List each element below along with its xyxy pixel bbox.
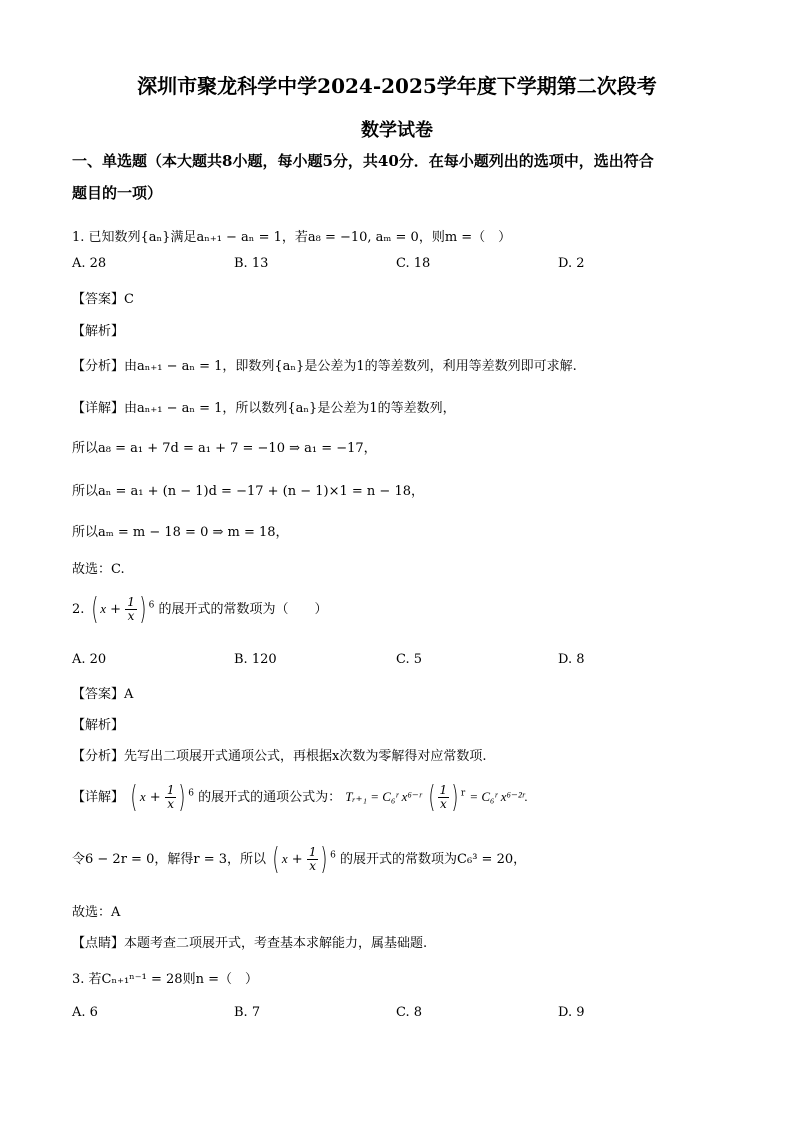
section-heading: 一、单选题（本大题共8小题，每小题5分，共40分．在每小题列出的选项中，选出符合	[72, 152, 654, 170]
question-1-options	[72, 256, 722, 271]
option-d: D. 2	[558, 256, 585, 271]
question-2-choice: 故选：A	[72, 905, 121, 920]
question-2-dianjing: 【点睛】本题考查二项展开式，考查基本求解能力，属基础题.	[72, 936, 428, 951]
question-2-options	[72, 652, 722, 667]
option-a: A. 6	[72, 1005, 98, 1020]
option-a: A. 28	[72, 256, 107, 271]
question-1-step3: 所以aₘ = m − 18 = 0 ⇒ m = 18，	[72, 525, 289, 540]
question-2-stem: 2. ( x + $\frac{1}{x}$ ) $^6$ 的展开式的常数项为（ ）	[72, 592, 328, 627]
question-1-answer: 【答案】C	[72, 292, 134, 307]
page-title: 深圳市聚龙科学中学2024-2025学年度下学期第二次段考	[137, 74, 657, 98]
question-1-step1: 所以a₈ = a₁ + 7d = a₁ + 7 = −10 ⇒ a₁ = −17，	[72, 441, 377, 456]
question-1-fenxi: 【分析】由aₙ₊₁ − aₙ = 1，即数列{aₙ}是公差为1的等差数列，利用等差数列即可求解.	[72, 359, 577, 374]
option-d: D. 8	[558, 652, 585, 667]
question-2-analysis-label: 【解析】	[72, 718, 125, 733]
question-2-step: 令6 − 2r = 0，解得r = 3，所以 ( x + $\frac{1}{x}$ ) $^6$ 的展开式的常数项为C₆³ = 20，	[72, 842, 527, 877]
question-1-xiangjie: 【详解】由aₙ₊₁ − aₙ = 1，所以数列{aₙ}是公差为1的等差数列，	[72, 401, 456, 416]
question-1-step2: 所以aₙ = a₁ + (n − 1)d = −17 + (n − 1)×1 = n − 18，	[72, 484, 425, 499]
option-b: B. 13	[234, 256, 269, 271]
question-1-choice: 故选：C.	[72, 562, 125, 577]
option-b: B. 120	[234, 652, 277, 667]
question-2-answer: 【答案】A	[72, 687, 134, 702]
question-3-options	[72, 1005, 722, 1020]
question-2-xiangjie: 【详解】 ( x + $\frac{1}{x}$ ) $^6$ 的展开式的通项公式为： Tᵣ₊₁ = C₆ʳ x⁶⁻ʳ ( $\frac{1}{x}$ ) $^r$ = C₆ʳ x⁶⁻²ʳ.	[72, 780, 528, 815]
option-a: A. 20	[72, 652, 107, 667]
section-heading-cont: 题目的一项）	[72, 184, 163, 202]
option-d: D. 9	[558, 1005, 585, 1020]
question-1-stem: 1. 已知数列{aₙ}满足aₙ₊₁ − aₙ = 1，若a₈ = −10, aₘ = 0，则m =（ ）	[72, 230, 512, 245]
option-c: C. 5	[396, 652, 423, 667]
option-b: B. 7	[234, 1005, 261, 1020]
option-c: C. 18	[396, 256, 431, 271]
question-2-fenxi: 【分析】先写出二项展开式通项公式，再根据x次数为零解得对应常数项.	[72, 749, 487, 764]
page-subtitle: 数学试卷	[361, 120, 433, 141]
question-1-analysis-label: 【解析】	[72, 324, 125, 339]
option-c: C. 8	[396, 1005, 423, 1020]
question-3-stem: 3. 若Cₙ₊₁ⁿ⁻¹ = 28则n =（ ）	[72, 972, 258, 987]
